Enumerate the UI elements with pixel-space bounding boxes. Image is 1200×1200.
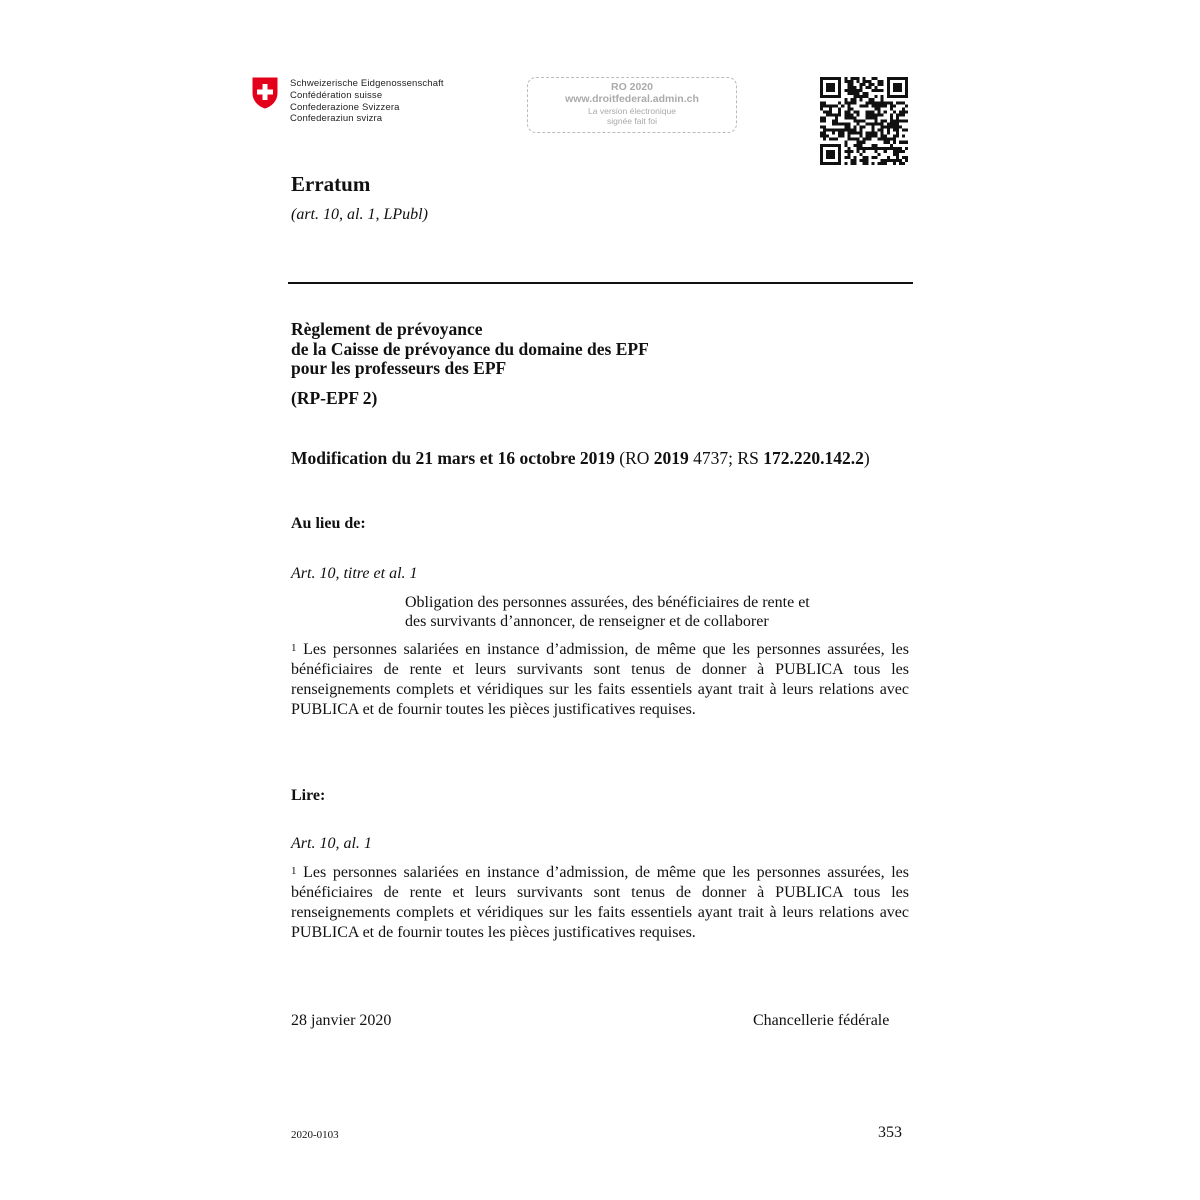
read-paragraph — [291, 863, 909, 943]
confederation-name — [290, 78, 444, 125]
regulation-title-line: de la Caisse de prévoyance du domaine des EPF — [291, 338, 649, 359]
modification-text: 4737; RS — [688, 448, 764, 468]
confederation-line-fr: Confédération suisse — [290, 89, 383, 101]
instead-article-ref: Art. 10, titre et al. 1 — [291, 565, 418, 582]
stamp-note-1: La version électronique — [588, 106, 676, 116]
title-divider — [288, 282, 913, 284]
instead-of-label: Au lieu de: — [291, 515, 366, 532]
regulation-title-line: Règlement de prévoyance — [291, 319, 483, 339]
regulation-abbreviation: (RP-EPF 2) — [291, 388, 378, 408]
modification-rs-number: 172.220.142.2 — [763, 448, 864, 468]
regulation-title-line: pour les professeurs des EPF — [291, 358, 507, 378]
confederation-line-it: Confederazione Svizzera — [290, 101, 400, 113]
modification-ro-year: 2019 — [653, 448, 689, 468]
page-number: 353 — [878, 1124, 902, 1141]
document-number: 2020-0103 — [291, 1129, 339, 1141]
modification-text: ) — [863, 448, 870, 468]
qr-code-icon — [820, 77, 908, 165]
paragraph-number: 1 — [291, 865, 297, 877]
read-article-ref: Art. 10, al. 1 — [291, 835, 372, 852]
stamp-note-2: signée fait foi — [606, 116, 658, 126]
modification-text: (RO — [614, 448, 654, 468]
signing-authority: Chancellerie fédérale — [753, 1012, 890, 1029]
modification-reference — [291, 447, 911, 469]
stamp-url: www.droitfederal.admin.ch — [565, 93, 699, 105]
stamp-ro: RO 2020 — [610, 81, 654, 93]
regulation-title — [291, 320, 649, 379]
read-label: Lire: — [291, 787, 326, 804]
signature-date: 28 janvier 2020 — [291, 1012, 392, 1029]
paragraph-text: Les personnes salariées en instance d’admission, de même que les personnes assurées, les bénéficiaires de rente et leurs survivants sont tenus de donner à PUBLICA tous les renseignements complets et véridiques sur les faits essentiels ayant trait à leurs relations avec PUBLICA et de fournir toutes les pièces justificatives requises. — [291, 864, 910, 941]
paragraph-number: 1 — [291, 642, 297, 654]
instead-article-title — [405, 593, 810, 631]
page-title: Erratum — [291, 172, 371, 196]
confederation-line-rm: Confederaziun svizra — [290, 113, 383, 125]
article-title-line: Obligation des personnes assurées, des bénéficiaires de rente et — [405, 594, 810, 611]
instead-paragraph — [291, 640, 909, 720]
modification-dates: Modification du 21 mars et 16 octobre 2019 — [291, 448, 615, 468]
swiss-crest-icon — [252, 77, 278, 109]
publication-stamp — [527, 77, 737, 133]
paragraph-text: Les personnes salariées en instance d’admission, de même que les personnes assurées, les bénéficiaires de rente et leurs survivants sont tenus de donner à PUBLICA tous les renseignements complets et véridiques sur les faits essentiels ayant trait à leurs relations avec PUBLICA et de fournir toutes les pièces justificatives requises. — [291, 641, 910, 718]
erratum-legal-basis: (art. 10, al. 1, LPubl) — [291, 206, 428, 223]
article-title-line: des survivants d’annoncer, de renseigner et de collaborer — [405, 613, 769, 630]
confederation-line-de: Schweizerische Eidgenossenschaft — [290, 78, 444, 89]
